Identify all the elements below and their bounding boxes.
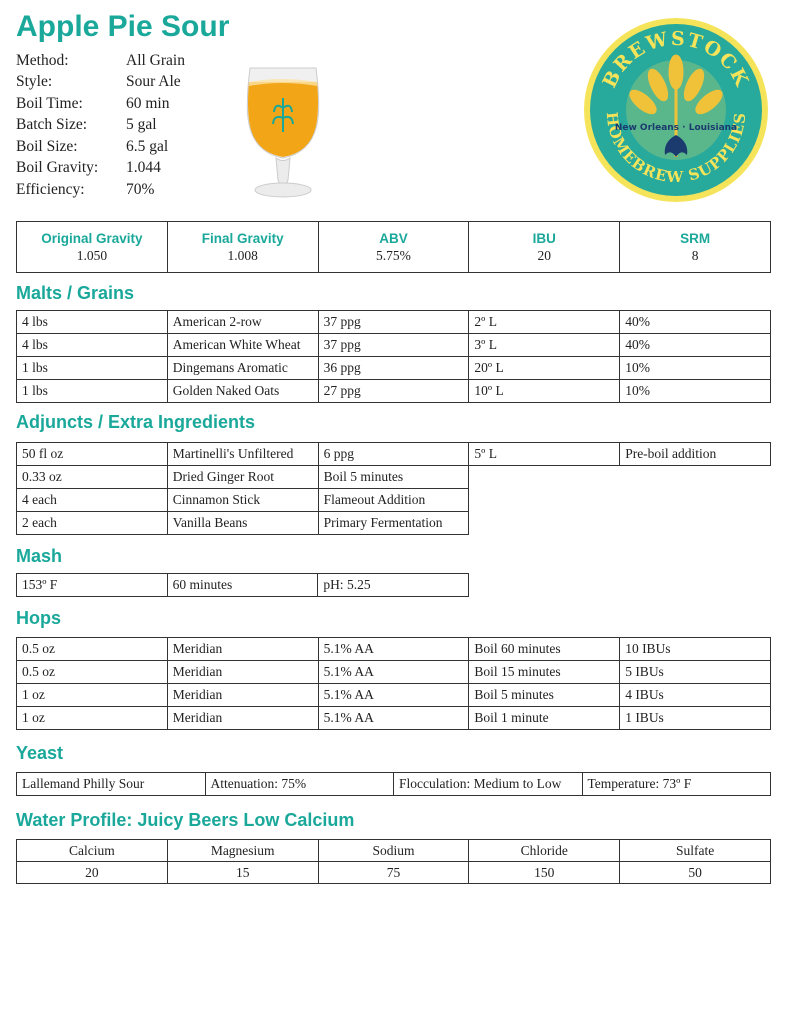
table-cell: 60 minutes (167, 574, 318, 597)
beer-glass-icon (238, 60, 328, 200)
table-cell: 36 ppg (318, 357, 469, 380)
meta-value: 1.044 (126, 159, 161, 177)
water-header: Magnesium (167, 840, 318, 862)
table-cell: 10º L (469, 380, 620, 403)
table-cell: 5.1% AA (318, 638, 469, 661)
meta-label: Boil Time: (16, 94, 83, 112)
table-row (17, 443, 771, 466)
meta-row (16, 158, 185, 180)
table-cell (469, 512, 620, 535)
table-cell: Flameout Addition (318, 489, 469, 512)
table-cell (620, 512, 771, 535)
table-cell: 153º F (17, 574, 168, 597)
table-cell: 0.33 oz (17, 466, 168, 489)
table-cell: 10 IBUs (620, 638, 771, 661)
water-value: 50 (620, 862, 771, 884)
table-row (17, 638, 771, 661)
meta-value: 5 gal (126, 116, 157, 134)
table-cell: Dried Ginger Root (167, 466, 318, 489)
table-cell: 0.5 oz (17, 661, 168, 684)
table-row (17, 334, 771, 357)
water-table (16, 839, 771, 884)
table-cell: 4 each (17, 489, 168, 512)
table-cell: Boil 1 minute (469, 707, 620, 730)
meta-row (16, 115, 185, 137)
table-cell: 40% (620, 334, 771, 357)
table-cell (469, 466, 620, 489)
table-cell: 3º L (469, 334, 620, 357)
meta-row (16, 179, 185, 201)
table-cell: 4 lbs (17, 334, 168, 357)
stat-final-gravity: Final Gravity 1.008 (167, 222, 318, 273)
table-header-row (17, 840, 771, 862)
table-cell (469, 489, 620, 512)
table-cell: Meridian (167, 684, 318, 707)
table-cell: American 2-row (167, 311, 318, 334)
table-cell: 10% (620, 380, 771, 403)
stat-original-gravity: Original Gravity 1.050 (17, 222, 168, 273)
table-cell: 1 lbs (17, 357, 168, 380)
table-row (17, 380, 771, 403)
meta-row (16, 72, 185, 94)
table-cell: 37 ppg (318, 334, 469, 357)
malts-table (16, 310, 771, 403)
table-cell: Boil 5 minutes (318, 466, 469, 489)
meta-row (16, 50, 185, 72)
table-cell: 5º L (469, 443, 620, 466)
table-cell: American White Wheat (167, 334, 318, 357)
table-cell (620, 466, 771, 489)
table-cell: Boil 60 minutes (469, 638, 620, 661)
table-cell: 5 IBUs (620, 661, 771, 684)
table-cell: Golden Naked Oats (167, 380, 318, 403)
meta-value: 60 min (126, 94, 170, 112)
table-cell: 27 ppg (318, 380, 469, 403)
table-cell: Attenuation: 75% (205, 773, 394, 796)
brewstock-logo (583, 17, 769, 203)
table-cell: Cinnamon Stick (167, 489, 318, 512)
stat-srm: SRM 8 (620, 222, 771, 273)
table-cell: 2º L (469, 311, 620, 334)
water-header: Chloride (469, 840, 620, 862)
table-cell: Lallemand Philly Sour (17, 773, 206, 796)
table-cell: 37 ppg (318, 311, 469, 334)
table-cell: 40% (620, 311, 771, 334)
table-cell: 10% (620, 357, 771, 380)
water-header: Sodium (318, 840, 469, 862)
section-hops-heading: Hops (16, 608, 61, 628)
table-row (17, 862, 771, 884)
table-row (17, 773, 771, 796)
table-row (17, 684, 771, 707)
section-water-heading: Water Profile: Juicy Beers Low Calcium (16, 810, 355, 830)
table-cell: 20º L (469, 357, 620, 380)
table-cell: Boil 5 minutes (469, 684, 620, 707)
mash-table (16, 573, 469, 597)
table-cell: Temperature: 73º F (582, 773, 771, 796)
table-cell: 1 oz (17, 684, 168, 707)
table-cell: 6 ppg (318, 443, 469, 466)
water-value: 15 (167, 862, 318, 884)
table-row (17, 466, 771, 489)
table-cell: Vanilla Beans (167, 512, 318, 535)
meta-value: Sour Ale (126, 73, 181, 91)
table-cell: Primary Fermentation (318, 512, 469, 535)
table-cell: 5.1% AA (318, 684, 469, 707)
water-value: 150 (469, 862, 620, 884)
table-cell: 4 lbs (17, 311, 168, 334)
meta-row (16, 136, 185, 158)
table-row (17, 512, 771, 535)
table-cell: 5.1% AA (318, 661, 469, 684)
section-adjuncts-heading: Adjuncts / Extra Ingredients (16, 412, 256, 432)
logo-bottom-text: HOMEBREW SUPPLIES (602, 111, 750, 187)
table-cell: Pre-boil addition (620, 443, 771, 466)
table-cell: Dingemans Aromatic (167, 357, 318, 380)
table-row (17, 661, 771, 684)
table-cell: 50 fl oz (17, 443, 168, 466)
stats-row (17, 222, 771, 273)
meta-value: 70% (126, 180, 155, 198)
table-cell: Meridian (167, 661, 318, 684)
table-cell: 4 IBUs (620, 684, 771, 707)
stat-abv: ABV 5.75% (318, 222, 469, 273)
meta-value: 6.5 gal (126, 137, 169, 155)
table-row (17, 311, 771, 334)
table-cell: 1 IBUs (620, 707, 771, 730)
meta-label: Batch Size: (16, 116, 88, 134)
meta-row (16, 93, 185, 115)
table-row (17, 574, 469, 597)
adjuncts-table (16, 442, 771, 535)
table-cell: 1 lbs (17, 380, 168, 403)
table-cell: Meridian (167, 638, 318, 661)
table-cell: 0.5 oz (17, 638, 168, 661)
table-cell: Flocculation: Medium to Low (394, 773, 583, 796)
table-cell: 2 each (17, 512, 168, 535)
meta-value: All Grain (126, 51, 185, 69)
stat-ibu: IBU 20 (469, 222, 620, 273)
yeast-table (16, 772, 771, 796)
section-malts-heading: Malts / Grains (16, 283, 135, 303)
table-cell: Martinelli's Unfiltered (167, 443, 318, 466)
table-row (17, 357, 771, 380)
meta-label: Style: (16, 73, 53, 91)
table-cell: 5.1% AA (318, 707, 469, 730)
section-mash-heading: Mash (16, 546, 63, 566)
logo-top-text: BREWSTOCK (598, 27, 754, 92)
table-cell: Meridian (167, 707, 318, 730)
hops-table (16, 637, 771, 730)
water-value: 75 (318, 862, 469, 884)
stats-table (16, 221, 771, 273)
table-cell (620, 489, 771, 512)
meta-label: Method: (16, 51, 69, 69)
water-header: Sulfate (620, 840, 771, 862)
logo-middle-text: New Orleans · Louisiana (614, 123, 738, 133)
meta-label: Efficiency: (16, 180, 85, 198)
recipe-title: Apple Pie Sour (16, 10, 230, 43)
recipe-meta (16, 50, 185, 201)
table-cell: pH: 5.25 (318, 574, 469, 597)
table-row (17, 707, 771, 730)
meta-label: Boil Size: (16, 137, 78, 155)
table-cell: 1 oz (17, 707, 168, 730)
table-row (17, 489, 771, 512)
table-cell: Boil 15 minutes (469, 661, 620, 684)
meta-label: Boil Gravity: (16, 159, 99, 177)
water-header: Calcium (17, 840, 168, 862)
section-yeast-heading: Yeast (16, 743, 64, 763)
water-value: 20 (17, 862, 168, 884)
